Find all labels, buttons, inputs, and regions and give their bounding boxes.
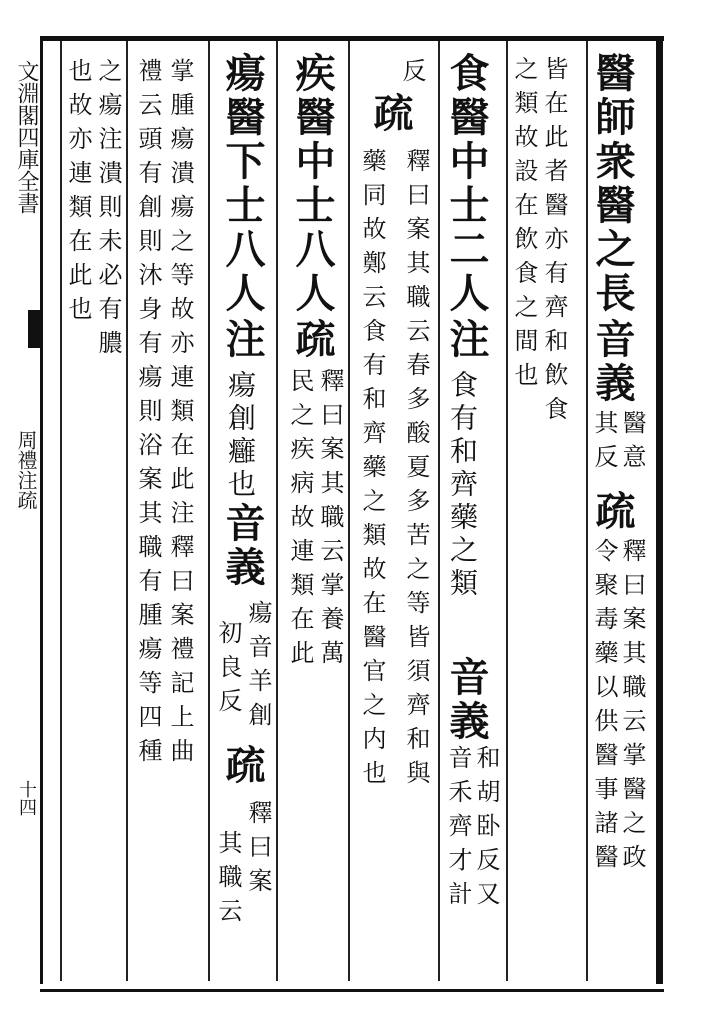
column-rule — [126, 41, 128, 981]
column-rule — [438, 41, 440, 981]
right-border-line — [656, 36, 663, 984]
label-yinyi: 音義 — [219, 502, 266, 590]
annotation: 音禾齊才計 — [444, 745, 472, 915]
heading-yangyi: 瘍醫下士八人 — [219, 52, 266, 316]
annotation: 其反 — [590, 410, 618, 478]
column-rule — [348, 41, 350, 981]
commentary: 釋曰案其職云春多酸夏多苦之等皆須齊和與 — [402, 148, 430, 794]
column-rule — [586, 41, 588, 981]
left-border-line — [40, 36, 43, 984]
annotation: 瘍創癰也 — [224, 370, 257, 502]
label-shu: 疏 — [219, 744, 266, 788]
column-rule — [60, 41, 62, 981]
label-zhu: 注 — [443, 318, 490, 362]
label-shu: 疏 — [289, 318, 336, 362]
commentary: 也故亦連類在此也 — [64, 58, 92, 330]
annotation: 食有和齊藥之類 — [446, 370, 479, 601]
annotation: 瘍音羊創 — [244, 600, 272, 736]
commentary: 其職云 — [214, 830, 242, 932]
column-rule — [276, 41, 278, 981]
label-shu: 疏 — [367, 92, 414, 136]
commentary: 釋曰案其職云掌養萬 — [316, 368, 344, 674]
label-yinyi: 音義 — [443, 656, 490, 744]
commentary: 釋曰案其職云掌醫之政 — [618, 538, 646, 878]
margin-black-mark — [28, 310, 42, 348]
commentary: 皆在此者醫亦有齊和飲食 — [540, 56, 568, 430]
heading-shiyi: 食醫中士二人 — [443, 52, 490, 316]
annotation: 醫意 — [618, 410, 646, 478]
commentary: 之瘍注潰則未必有膿 — [94, 58, 122, 364]
annotation: 初良反 — [214, 620, 242, 722]
column-rule — [506, 41, 508, 981]
label-yinyi: 音義 — [589, 318, 636, 406]
commentary: 之類故設在飲食之間也 — [510, 56, 538, 396]
margin-page-number: 十四 — [16, 780, 37, 816]
commentary: 禮云頭有創則沐身有瘍則浴案其職有腫瘍等四種 — [134, 58, 162, 772]
heading-yishi: 醫師衆醫之長 — [589, 52, 636, 316]
label-zhu: 注 — [219, 318, 266, 362]
heading-jiyi: 疾醫中士八人 — [289, 52, 336, 316]
annotation: 反 — [398, 58, 426, 92]
annotation: 和胡卧反又 — [472, 745, 500, 915]
label-shu: 疏 — [589, 490, 636, 534]
commentary: 藥同故鄭云食有和齊藥之類故在醫官之内也 — [358, 148, 386, 794]
commentary: 掌腫瘍潰瘍之等故亦連類在此注釋曰案禮記上曲 — [166, 58, 194, 772]
margin-header: 文淵閣四庫全書 — [14, 60, 39, 214]
commentary: 釋曰案 — [244, 800, 272, 902]
column-rule — [208, 41, 210, 981]
commentary: 民之疾病故連類在此 — [286, 368, 314, 674]
margin-book-title: 周禮注疏 — [14, 430, 38, 510]
commentary: 令聚毒藥以供醫事諸醫 — [590, 538, 618, 878]
